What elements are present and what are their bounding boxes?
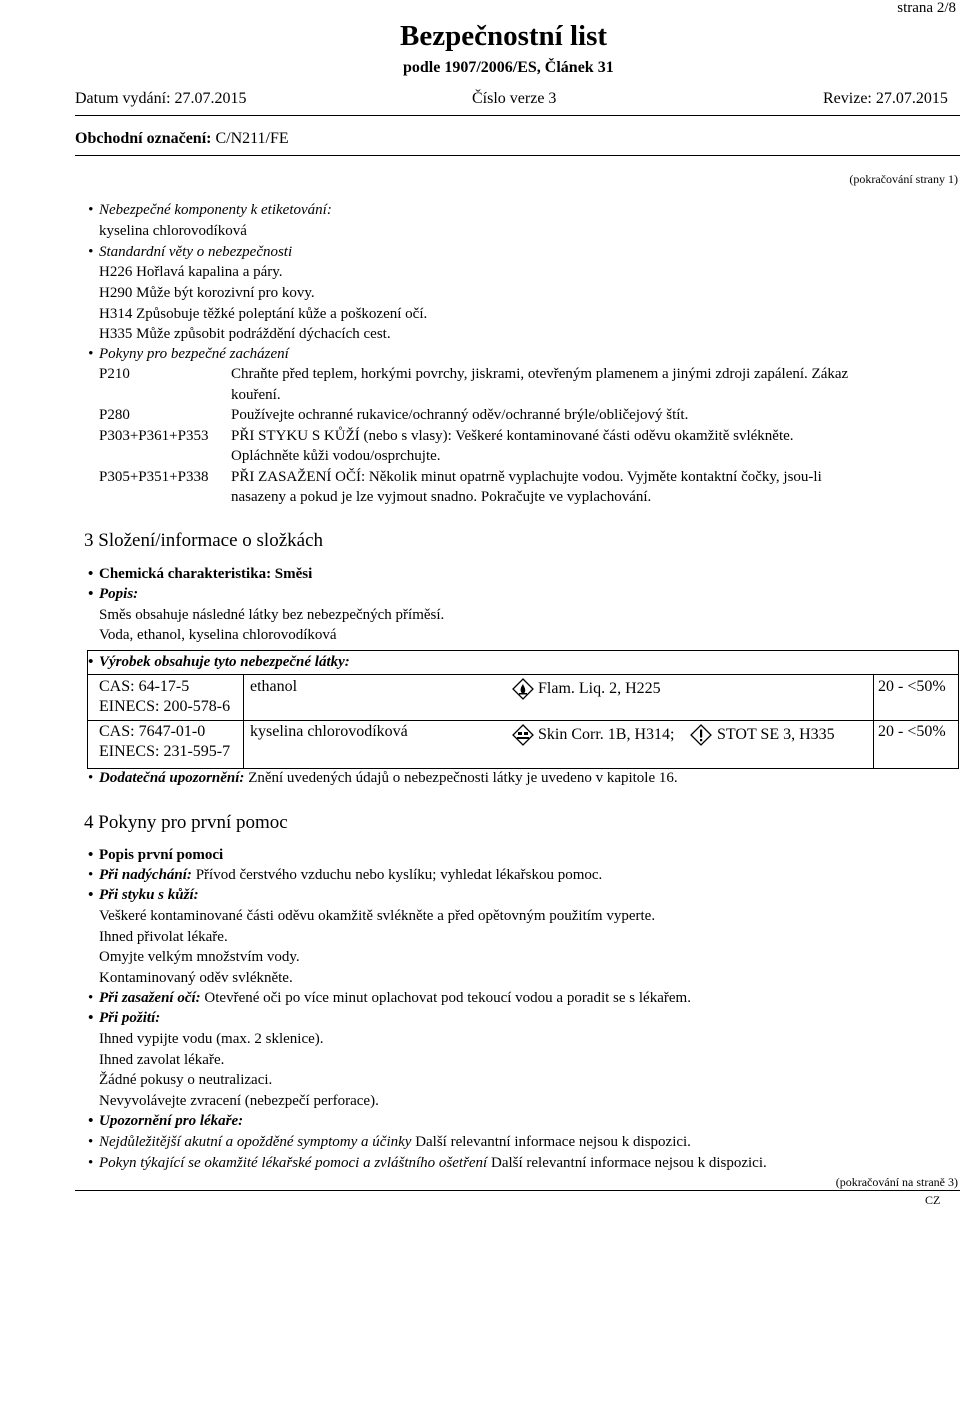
precaution-text: Používejte ochranné rukavice/ochranný oděv/ochranné brýle/obličejový štít. xyxy=(231,407,689,423)
ingestion-line: Žádné pokusy o neutralizaci. xyxy=(99,1072,273,1088)
continuation-footer: (pokračování na straně 3) xyxy=(835,1175,958,1189)
section-4-heading: 4 Pokyny pro první pomoc xyxy=(84,812,288,833)
treatment-label: Pokyn týkající se okamžité lékařské pomoci a zvláštního ošetření xyxy=(99,1155,488,1171)
substances-table-label: • Výrobek obsahuje tyto nebezpečné látky: xyxy=(99,654,350,671)
trade-name-rule xyxy=(75,155,960,156)
symptoms-label: Nejdůležitější akutní a opožděné symptomy a účinky xyxy=(99,1134,412,1150)
language-code: CZ xyxy=(925,1193,941,1207)
additional-info-value: Znění uvedených údajů o nebezpečnosti látky je uvedeno v kapitole 16. xyxy=(248,770,678,786)
description-line: Směs obsahuje následné látky bez nebezpečných příměsí. xyxy=(99,607,445,623)
continuation-note: (pokračování strany 1) xyxy=(849,172,958,186)
precaution-text: PŘI STYKU S KŮŽÍ (nebo s vlasy): Veškeré kontaminované části oděvu okamžitě svlékněte. xyxy=(231,428,794,444)
precaution-text: nasazeny a pokud je lze vyjmout snadno. Pokračujte ve vyplachování. xyxy=(231,489,652,505)
issue-date: Datum vydání: 27.07.2015 xyxy=(75,90,247,107)
symptoms-value: Další relevantní informace nejsou k dispozici. xyxy=(415,1134,691,1150)
table-divider xyxy=(87,674,959,675)
section-3-heading: 3 Složení/informace o složkách xyxy=(84,530,324,551)
ingestion-line: Nevyvolávejte zvracení (nebezpečí perforace). xyxy=(99,1093,379,1109)
hazard-statement: H226 Hořlavá kapalina a páry. xyxy=(99,264,283,280)
concentration: 20 - <50% xyxy=(878,723,946,740)
inhalation xyxy=(99,867,602,884)
page-number: strana 2/8 xyxy=(897,0,956,16)
header-rule xyxy=(75,115,960,116)
ingestion-line: Ihned zavolat lékaře. xyxy=(99,1052,225,1068)
precaution-text: Chraňte před teplem, horkými povrchy, jiskrami, otevřeným plamenem a jinými zdroji zapálení. Zákaz xyxy=(231,366,849,382)
skin-contact-line: Kontaminovaný oděv svlékněte. xyxy=(99,970,293,986)
precaution-code: P303+P361+P353 xyxy=(99,428,209,444)
treatment-value: Další relevantní informace nejsou k dispozici. xyxy=(490,1155,767,1171)
skin-contact-label: • Při styku s kůží: xyxy=(99,887,199,904)
table-column-divider xyxy=(243,674,244,769)
precaution-text: kouření. xyxy=(231,387,281,403)
chemical-characterization: • Chemická charakteristika: Směsi xyxy=(99,566,312,583)
trade-name xyxy=(75,130,289,148)
document-title: Bezpečnostní list xyxy=(400,20,608,52)
cas-number: CAS: 7647-01-0 xyxy=(99,723,206,740)
ingestion-label: • Při požití: xyxy=(99,1010,160,1027)
classification: Skin Corr. 1B, H314; xyxy=(538,726,675,743)
einecs-number: EINECS: 231-595-7 xyxy=(99,743,231,760)
description-label: • Popis: xyxy=(99,586,138,603)
inhalation-value: Přívod čerstvého vzduchu nebo kyslíku; vyhledat lékařskou pomoc. xyxy=(195,867,603,883)
components-label: • Nebezpečné komponenty k etiketování: xyxy=(99,202,332,219)
hazard-statement: H335 Může způsobit podráždění dýchacích cest. xyxy=(99,326,391,342)
footer-rule xyxy=(75,1190,960,1191)
precautions-label: • Pokyny pro bezpečné zacházení xyxy=(99,346,289,363)
flame-pictogram-icon xyxy=(512,678,534,700)
substance-name: ethanol xyxy=(250,678,298,695)
skin-contact-line: Ihned přivolat lékaře. xyxy=(99,929,228,945)
components-value: kyselina chlorovodíková xyxy=(99,223,247,239)
eye-contact-label: Při zasažení očí: xyxy=(99,990,201,1006)
skin-contact-line: Omyjte velkým množstvím vody. xyxy=(99,949,300,965)
cas-number: CAS: 64-17-5 xyxy=(99,678,190,695)
einecs-number: EINECS: 200-578-6 xyxy=(99,698,231,715)
concentration: 20 - <50% xyxy=(878,678,946,695)
precaution-code: P210 xyxy=(99,366,130,382)
trade-name-label: Obchodní označení: xyxy=(75,130,212,147)
table-column-divider xyxy=(873,674,874,769)
precaution-code: P305+P351+P338 xyxy=(99,469,209,485)
classification: Flam. Liq. 2, H225 xyxy=(538,680,661,697)
additional-info xyxy=(99,770,678,787)
hazard-statements-label: • Standardní věty o nebezpečnosti xyxy=(99,244,292,261)
precaution-code: P280 xyxy=(99,407,130,423)
skin-contact-line: Veškeré kontaminované části oděvu okamžitě svlékněte a před opětovným použitím vyperte. xyxy=(99,908,656,924)
trade-name-value: C/N211/FE xyxy=(215,130,289,147)
table-bottom-rule xyxy=(87,768,959,769)
treatment xyxy=(99,1155,767,1172)
ingestion-line: Ihned vypijte vodu (max. 2 sklenice). xyxy=(99,1031,324,1047)
eye-contact xyxy=(99,990,691,1007)
classification: STOT SE 3, H335 xyxy=(717,726,835,743)
precaution-text: Opláchněte kůži vodou/osprchujte. xyxy=(231,448,441,464)
substance-name: kyselina chlorovodíková xyxy=(250,723,408,740)
document-subtitle: podle 1907/2006/ES, Článek 31 xyxy=(403,59,614,76)
hazard-statement: H290 Může být korozivní pro kovy. xyxy=(99,285,315,301)
version-number: Číslo verze 3 xyxy=(472,90,557,107)
hazard-statement: H314 Způsobuje těžké poleptání kůže a poškození očí. xyxy=(99,306,428,322)
symptoms xyxy=(99,1134,691,1151)
additional-info-label: Dodatečná upozornění: xyxy=(99,770,245,786)
inhalation-label: Při nadýchání: xyxy=(99,867,192,883)
revision-date: Revize: 27.07.2015 xyxy=(823,90,948,107)
description-line: Voda, ethanol, kyselina chlorovodíková xyxy=(99,627,337,643)
eye-contact-value: Otevřené oči po více minut oplachovat pod tekoucí vodou a poradit se s lékařem. xyxy=(204,990,691,1006)
corrosion-pictogram-icon xyxy=(512,724,534,746)
precaution-text: PŘI ZASAŽENÍ OČÍ: Několik minut opatrně vyplachujte vodou. Vyjměte kontaktní čočky, jsou-li xyxy=(231,469,822,485)
doctor-note-label: • Upozornění pro lékaře: xyxy=(99,1113,243,1130)
exclamation-pictogram-icon xyxy=(690,724,712,746)
first-aid-label: • Popis první pomoci xyxy=(99,847,223,864)
table-divider xyxy=(87,720,959,721)
